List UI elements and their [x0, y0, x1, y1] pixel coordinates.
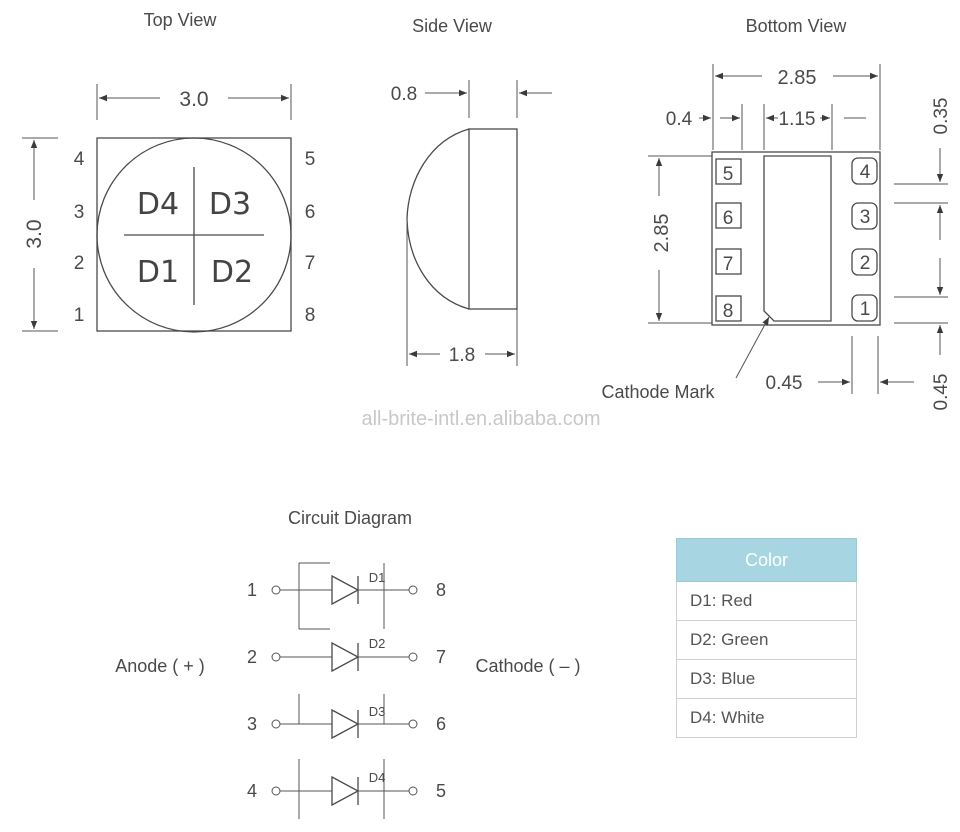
terminal — [272, 586, 280, 594]
top-pin-right: 6 — [304, 202, 316, 223]
circuit-pin-left: 2 — [246, 647, 258, 667]
diode-label: D3 — [368, 704, 386, 719]
package-side-body — [469, 129, 517, 309]
right-bottom-dim: 0.45 — [931, 373, 952, 411]
bottom-view — [601, 16, 952, 410]
pad-label-right: 4 — [859, 162, 871, 183]
center-pad — [764, 156, 831, 321]
color-table-header: Color — [677, 539, 857, 582]
pad-label-left: 8 — [722, 301, 734, 322]
diode-symbol — [332, 576, 358, 604]
bottom-width-dim: 2.85 — [777, 67, 817, 89]
bracket — [299, 563, 330, 629]
circuit-pin-left: 4 — [246, 781, 258, 801]
circuit-row-2 — [247, 636, 446, 671]
top-pin-left: 3 — [73, 202, 85, 223]
cathode-mark-label: Cathode Mark — [601, 382, 715, 402]
diode-symbol — [332, 710, 358, 738]
quadrant-d4: D4 — [136, 187, 180, 222]
diode-symbol — [332, 643, 358, 671]
circuit-row-4 — [247, 770, 446, 805]
top-view — [22, 10, 315, 332]
top-pin-right: 8 — [304, 305, 316, 326]
circuit-pin-right: 6 — [435, 714, 447, 734]
lens-profile — [407, 129, 469, 309]
color-row: D1: Red — [677, 582, 857, 621]
cathode-label: Cathode ( – ) — [475, 656, 581, 676]
top-pin-left: 4 — [73, 149, 85, 170]
terminal — [409, 720, 417, 728]
circuit-row-1 — [247, 570, 446, 604]
color-row: D2: Green — [677, 621, 857, 660]
terminal — [272, 787, 280, 795]
color-row: D4: White — [677, 699, 857, 738]
terminal — [409, 787, 417, 795]
top-pin-right: 7 — [304, 253, 316, 274]
watermark: all-brite-intl.en.alibaba.com — [361, 408, 601, 430]
circuit-pin-right: 7 — [435, 647, 447, 667]
side-view — [391, 16, 552, 366]
circuit-pin-right: 5 — [435, 781, 447, 801]
top-pin-left: 2 — [73, 253, 85, 274]
pad-label-left: 7 — [722, 254, 734, 275]
pad-label-right: 3 — [859, 207, 871, 228]
quadrant-d2: D2 — [210, 255, 254, 290]
bottom-view-title: Bottom View — [745, 16, 847, 36]
bottom-height-dim: 2.85 — [651, 213, 673, 253]
diode-label: D1 — [368, 570, 386, 585]
terminal — [409, 586, 417, 594]
side-bottom-dim: 1.8 — [448, 345, 476, 366]
bracket — [299, 759, 384, 819]
circuit-row-3 — [247, 704, 446, 738]
pad-label-right: 2 — [859, 253, 871, 274]
diode-label: D2 — [368, 636, 386, 651]
top-width-dim: 3.0 — [179, 88, 209, 111]
bottom-x-dim: 0.45 — [765, 373, 803, 394]
top-height-dim: 3.0 — [23, 219, 46, 249]
color-row: D3: Blue — [677, 660, 857, 699]
terminal — [409, 653, 417, 661]
terminal — [272, 720, 280, 728]
side-top-dim: 0.8 — [390, 84, 418, 105]
circuit-pin-right: 8 — [435, 580, 447, 600]
diode-symbol — [332, 777, 358, 805]
cathode-leader — [736, 317, 769, 378]
right-top-dim: 0.35 — [931, 97, 952, 135]
top-pin-left: 1 — [73, 305, 85, 326]
terminal — [272, 653, 280, 661]
pad-label-left: 5 — [722, 164, 734, 185]
circuit-pin-left: 1 — [246, 580, 258, 600]
top-pin-right: 5 — [304, 149, 316, 170]
circuit-pin-left: 3 — [246, 714, 258, 734]
diode-label: D4 — [368, 770, 386, 785]
top-view-title: Top View — [143, 10, 217, 30]
circuit-title: Circuit Diagram — [287, 508, 413, 528]
quadrant-d1: D1 — [136, 255, 180, 290]
center-pad-dim: 1.15 — [778, 109, 816, 130]
color-table — [676, 538, 857, 738]
pad-label-left: 6 — [722, 208, 734, 229]
side-view-title: Side View — [412, 16, 492, 36]
anode-label: Anode ( + ) — [115, 656, 205, 676]
quadrant-d3: D3 — [208, 187, 252, 222]
pad-label-right: 1 — [859, 299, 871, 320]
circuit-diagram — [115, 508, 580, 819]
package-bottom-outline — [712, 152, 880, 325]
pad-width-dim: 0.4 — [665, 109, 693, 130]
